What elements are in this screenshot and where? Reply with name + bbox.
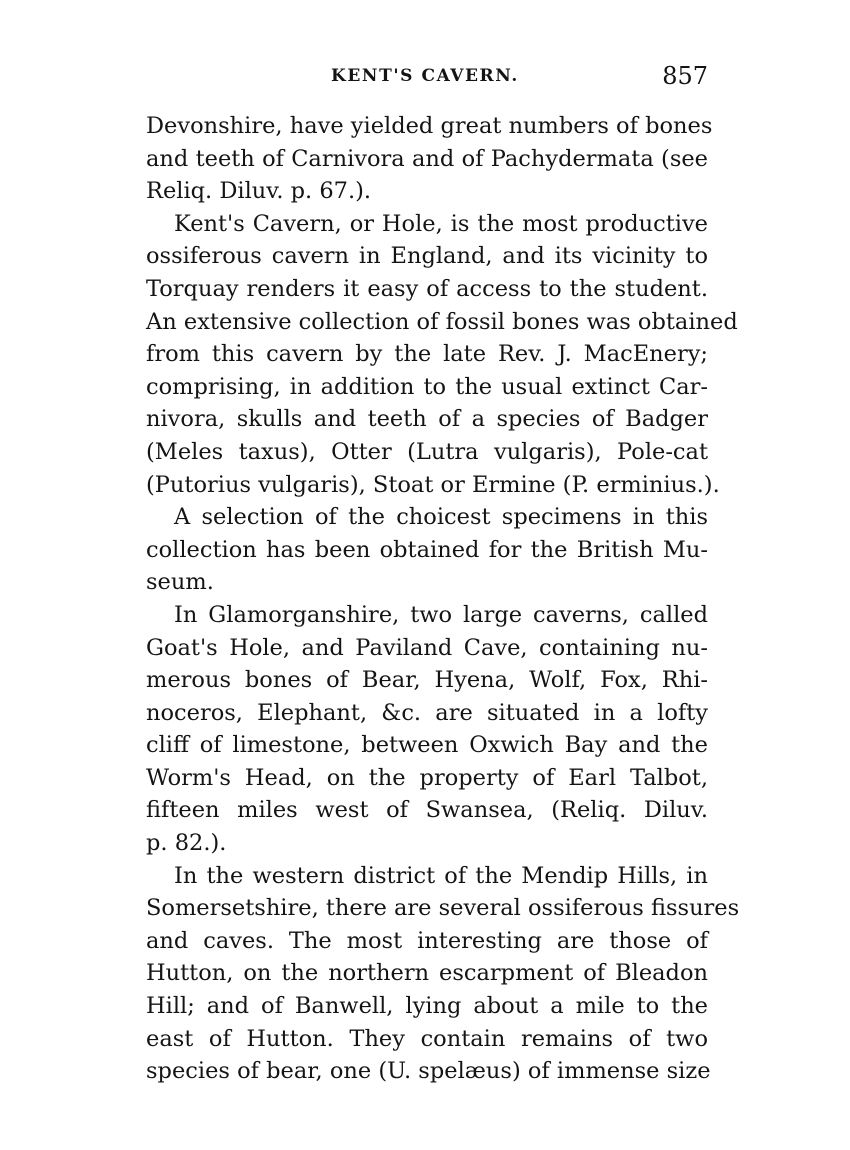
body-text [146, 110, 740, 1088]
text-line: Devonshire, have yielded great numbers of bones [146, 113, 713, 139]
text-line: Goat's Hole, and Paviland Cave, containing nu- [146, 634, 708, 661]
text-line: Reliq. Diluv. p. 67.). [146, 178, 372, 205]
page-number: 857 [662, 62, 708, 90]
text-line: (Putorius vulgaris), Stoat or Ermine (P. erminius.). [146, 471, 720, 498]
text-line: Worm's Head, on the property of Earl Talbot, [146, 764, 708, 791]
text-line: Torquay renders it easy of access to the student. [146, 275, 708, 302]
text-line: An extensive collection of fossil bones was obtained [146, 308, 738, 335]
text-line: cliff of limestone, between Oxwich Bay and the [146, 732, 708, 759]
text-line: merous bones of Bear, Hyena, Wolf, Fox, Rhi- [146, 667, 708, 694]
text-line: Hutton, on the northern escarpment of Bleadon [146, 960, 708, 987]
text-line: fifteen miles west of Swansea, (Reliq. Diluv. [146, 797, 708, 824]
text-line: p. 82.). [146, 830, 227, 857]
text-line: Somersetshire, there are several ossiferous fissures [146, 895, 740, 922]
text-line: Hill; and of Banwell, lying about a mile to the [146, 993, 708, 1020]
running-head-title: KENT'S CAVERN. [331, 66, 519, 86]
text-line: nivora, skulls and teeth of a species of Badger [146, 406, 708, 433]
running-head [146, 62, 708, 92]
text-line: Kent's Cavern, or Hole, is the most productive [174, 210, 708, 237]
text-line: species of bear, one (U. spelæus) of immense size [146, 1058, 711, 1085]
text-line: east of Hutton. They contain remains of two [146, 1025, 708, 1052]
text-line: collection has been obtained for the British Mu- [146, 536, 708, 563]
text-line: In Glamorganshire, two large caverns, called [174, 601, 708, 628]
text-line: and caves. The most interesting are those of [146, 927, 708, 954]
text-line: noceros, Elephant, &c. are situated in a lofty [146, 699, 708, 726]
text-line: A selection of the choicest specimens in this [174, 504, 708, 531]
text-line: and teeth of Carnivora and of Pachydermata (see [146, 145, 708, 172]
text-line: (Meles taxus), Otter (Lutra vulgaris), Pole-cat [146, 438, 708, 465]
text-line: comprising, in addition to the usual extinct Car- [146, 373, 708, 400]
text-line: from this cavern by the late Rev. J. MacEnery; [146, 341, 708, 368]
text-line: In the western district of the Mendip Hills, in [174, 862, 708, 889]
text-line: seum. [146, 569, 214, 596]
text-line: ossiferous cavern in England, and its vicinity to [146, 243, 708, 270]
